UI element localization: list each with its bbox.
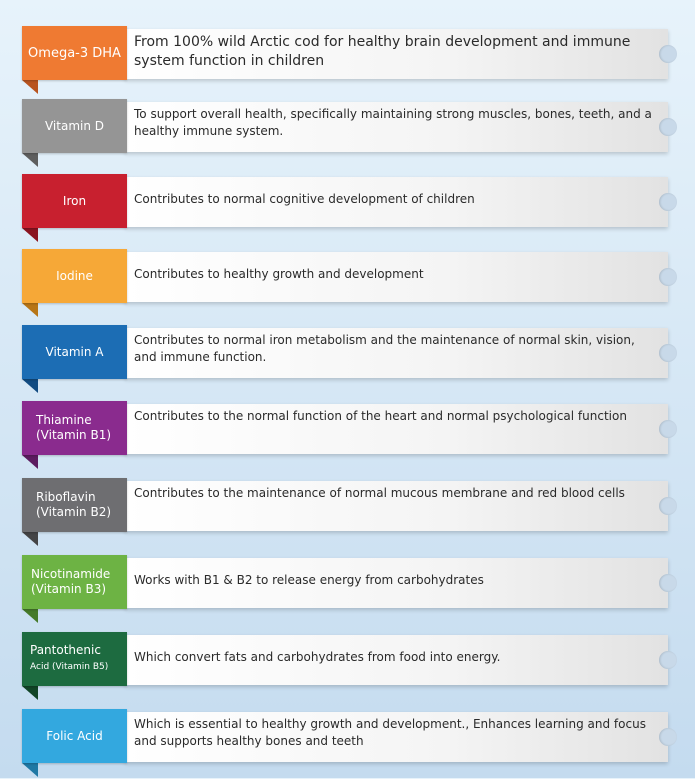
ribbon-fold <box>22 609 38 623</box>
nutrient-description-card <box>125 29 668 79</box>
nutrient-description: Contributes to the maintenance of normal mucous membrane and red blood cells <box>134 486 625 500</box>
nutrient-description: From 100% wild Arctic cod for healthy brain development and immune system function in children <box>134 34 631 69</box>
nutrient-description: Contributes to the normal function of the heart and normal psychological function <box>134 409 627 423</box>
card-notch <box>659 45 677 63</box>
nutrient-description-card <box>125 635 668 685</box>
nutrient-tag <box>22 478 127 532</box>
nutrient-name: Pantothenic <box>30 643 101 657</box>
nutrient-description: Contributes to healthy growth and development <box>134 267 424 281</box>
card-notch <box>659 344 677 362</box>
nutrient-tag <box>22 249 127 303</box>
nutrient-description-card <box>125 328 668 378</box>
ribbon-fold <box>22 80 38 94</box>
nutrient-tag <box>22 401 127 455</box>
card-notch <box>659 497 677 515</box>
nutrient-subname: (Vitamin B1) <box>36 428 112 442</box>
nutrient-name: Folic Acid <box>46 728 103 743</box>
card-notch <box>659 728 677 746</box>
nutrient-row-thiamine <box>0 401 695 471</box>
nutrient-name: Vitamin D <box>44 118 105 133</box>
ribbon-fold <box>22 379 38 393</box>
nutrient-row-omega-3-dha <box>0 26 695 96</box>
card-notch <box>659 420 677 438</box>
nutrient-tag <box>22 632 127 686</box>
nutrient-row-folic-acid <box>0 709 695 779</box>
nutrient-description-card <box>125 404 668 454</box>
nutrient-description: To support overall health, specifically maintaining strong muscles, bones, teeth, and a healthy immune system. <box>134 107 652 138</box>
nutrient-row-vitamin-a <box>0 325 695 395</box>
card-notch <box>659 651 677 669</box>
card-notch <box>659 193 677 211</box>
nutrient-tag <box>22 26 127 80</box>
nutrient-name: Nicotinamide <box>31 567 111 581</box>
nutrient-tag <box>22 325 127 379</box>
ribbon-fold <box>22 153 38 167</box>
card-notch <box>659 118 677 136</box>
nutrient-description: Contributes to normal cognitive development of children <box>134 192 475 206</box>
nutrient-description: Which convert fats and carbohydrates from food into energy. <box>134 650 501 664</box>
ribbon-fold <box>22 686 38 700</box>
nutrient-description: Contributes to normal iron metabolism and the maintenance of normal skin, vision, and immune function. <box>134 333 635 364</box>
nutrient-row-iron <box>0 174 695 244</box>
nutrient-description-card <box>125 102 668 152</box>
nutrient-description-card <box>125 558 668 608</box>
nutrient-description: Works with B1 & B2 to release energy from carbohydrates <box>134 573 484 587</box>
nutrient-name: Iodine <box>56 268 93 283</box>
nutrient-name: Omega-3 DHA <box>28 45 121 61</box>
nutrient-name: Vitamin A <box>45 344 104 359</box>
nutrient-description-card <box>125 252 668 302</box>
nutrient-tag <box>22 99 127 153</box>
nutrient-row-nicotinamide <box>0 555 695 625</box>
card-notch <box>659 268 677 286</box>
card-notch <box>659 574 677 592</box>
ribbon-fold <box>22 763 38 777</box>
ribbon-fold <box>22 455 38 469</box>
nutrient-row-pantothenic-acid <box>0 632 695 702</box>
nutrient-row-iodine <box>0 249 695 319</box>
nutrient-subname: (Vitamin B3) <box>31 582 107 596</box>
nutrient-description-card <box>125 712 668 762</box>
nutrient-row-riboflavin <box>0 478 695 548</box>
nutrient-description: Which is essential to healthy growth and development., Enhances learning and focus and supports healthy bones and teeth <box>134 717 646 748</box>
ribbon-fold <box>22 303 38 317</box>
nutrient-name: Iron <box>62 193 87 208</box>
ribbon-fold <box>22 532 38 546</box>
nutrient-tag <box>22 174 127 228</box>
nutrient-tag <box>22 709 127 763</box>
nutrient-description-card <box>125 177 668 227</box>
nutrient-name: Thiamine <box>36 413 92 427</box>
ribbon-fold <box>22 228 38 242</box>
nutrient-subname: (Vitamin B2) <box>36 505 112 519</box>
nutrient-description-card <box>125 481 668 531</box>
nutrient-tag <box>22 555 127 609</box>
nutrient-subname: Acid (Vitamin B5) <box>30 662 109 672</box>
nutrient-row-vitamin-d <box>0 99 695 169</box>
nutrient-name: Riboflavin <box>36 490 96 504</box>
